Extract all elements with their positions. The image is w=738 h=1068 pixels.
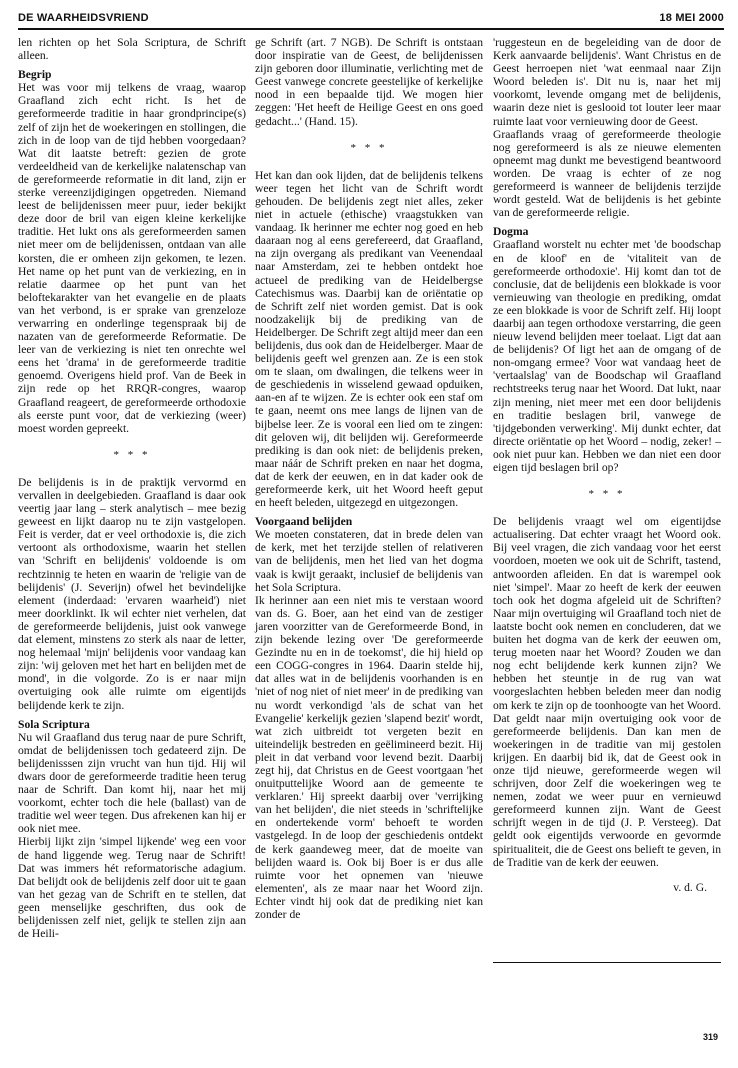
section-heading-voorgaand-belijden: Voorgaand belijden	[255, 515, 353, 529]
text-column-3	[493, 36, 721, 894]
paragraph: Hierbij lijkt zijn 'simpel lijkende' weg een voor de hand liggende weg. Terug naar de Schrift! Dat was immers hét reformatorische adagium. Dat belijdt ook de belijdenis zelf door uit te gaan van het gezag van de Schrift en te stellen, dat geen menselijke geschriften, dus ook de belijdenissen zelf niet, gelijk te stellen zijn aan de Heili-	[18, 835, 246, 941]
page-number: 319	[702, 1032, 718, 1042]
section-separator: * * *	[588, 488, 626, 501]
section-heading-dogma: Dogma	[493, 225, 529, 239]
publication-title: DE WAARHEIDSVRIEND	[18, 12, 149, 24]
paragraph: De belijdenis is in de praktijk vervormd en vervallen in deelgebieden. Graafland is daar ook veertig jaar lang – sterk analytisch – mee bezig geweest en lijkt daarop nu te zijn vastgelopen. Feit is verder, dat er veel orthodoxie is, die zich vertoont als orthodoxisme, waarin het stellen van 'Schrift en belijdenis' voldoende is om rechtzinnig te heten en waarin de 'religie van de belijdenis' (J. Severijn) ofwel het bevindelijke element (inderdaad: 'ervaren waarheid') niet meer doorklinkt. Ik wil echter niet verhelen, dat de gereformeerde belijdenis, juist ook vanwege dat element, minstens zo sterk als naar de letter, nog helemaal 'mijn' belijdenis voor vandaag kan zijn: 'wij geloven met het hart en belijden met de mond', in die volgorde. Zo is er naar mijn overtuiging ook alle ruimte om eigentijds belijdende kerk te zijn.	[18, 475, 246, 712]
author-signature: v. d. G.	[673, 880, 707, 894]
section-separator: * * *	[350, 141, 388, 154]
issue-date: 18 MEI 2000	[659, 12, 724, 24]
closing-rule	[493, 962, 721, 963]
paragraph: De belijdenis vraagt wel om eigentijdse actualisering. Dat echter vraagt het Woord ook. Bij veel vragen, die zich vandaag voor het eerst voordoen, moeten we ook uit de Schrift, tastend, antwoorden afleiden. En dat is warempel ook niet 'simpel'. Maar zo heeft de kerk der eeuwen toch ook het dogma afgeleid uit de Schriften? Naar mijn overtuiging wil Graafland toch niet de laatste bocht ook nemen en concluderen, dat we buiten het dogma van de kerk der eeuwen om, terug moeten naar het Woord? Zouden we dan nog echt belijdende kerk kunnen zijn? We hebben het steuntje in de rug van wat voorgeslachten hebben beleden meer dan nodig om kerk te zijn op de toonhoogte van het Woord. Dat geldt naar mijn overtuiging ook voor de gereformeerde belijdenis. Dan kan men de woekeringen in de traditie van mij gestolen krijgen. En daarbij bid ik, dat de Geest ook in onze tijd nieuwe, gereformeerde wegen wil schrijven, door Zelf die woekeringen weg te nemen, zodat we weer puur en vernieuwd gereformeerd kunnen zijn. Want de Geest schrijft wegen in de tijd (J. P. Versteeg). Dat geldt ook eigentijds verwoorde en gevormde spiritualiteit, die de Geest ons belieft te geven, in de Traditie van de kerk der eeuwen.	[493, 515, 721, 869]
paragraph: Het kan dan ook lijden, dat de belijdenis telkens weer tegen het licht van de Schrift wordt gehouden. De belijdenis zegt niet alles, zeker niet in actuele (ethische) vraagstukken van vandaag. Ik herinner me echter nog goed en heb daaraan nog al eens gerefereerd, dat Graafland, na zijn overgang als predikant van Veenendaal naar Amsterdam, zei te hebben ontdekt hoe actueel de prediking van de Heidelbergse Catechismus was. Daarbij kan de oriëntatie op de Schrift zelf niet worden gemist. Dat is ook noodzakelijk bij de prediking van de Heidelberger. De Schrift zegt altijd meer dan een belijdenis, dus ook dan de Heidelberger. Maar de belijdenis geeft wel grenzen aan. Ze is een stok om te slaan, om dwalingen, die telkens weer in de geschiedenis in wisselend gewaad opduiken, aan-en af te wijzen. Ze is echter ook een staf om te gaan, neemt ons mee langs de lijnen van de bijbelse leer. Ze is vooral een lied om te zingen: dit geloven wij, dit belijden wij. Gereformeerde prediking is dan ook niet: de belijdenis preken, maar náár de Schrift preken en naar het dogma, dat de kerk der eeuwen, en in dat kader ook de gereformeerde kerk, uit het Woord heeft geput en heeft beleden, uitgezegd en uitgezongen.	[255, 168, 483, 510]
paragraph: Nu wil Graafland dus terug naar de pure Schrift, omdat de belijdenissen toch gedateerd zijn. De belijdenisssen zijn vrucht van hun tijd. Hij wil dwars door de gereformeerde traditie heen terug naar de Schrift. Dan komt hij, naar het mij voorkomt, echter toch die hele (ballast) van de traditie wel weer tegen. Dus afrekenen kan hij er ook niet mee.	[18, 730, 246, 836]
paragraph: len richten op het Sola Scriptura, de Schrift alleen.	[18, 36, 246, 63]
section-heading-begrip: Begrip	[18, 68, 52, 82]
section-heading-sola-scriptura: Sola Scriptura	[18, 717, 90, 731]
paragraph: 'ruggesteun en de begeleiding van de door de Kerk aanvaarde belijdenis'. Want Christus en de Geest herroepen niet 'wat eenmaal naar Zijn Woord beleden is'. Dit nu is, naar het mij voorkomt, levende omgang met de belijdenis, waarin deze niet is geslooid tot louter leer maar ruimte laat voor vernieuwing door de Geest.	[493, 36, 721, 128]
text-column-1	[18, 36, 246, 940]
paragraph: Ik herinner aan een niet mis te verstaan woord van ds. G. Boer, aan het eind van de zestiger jaren voorzitter van de Gereformeerde Bond, in zijn bekende lezing over 'De gereformeerde Gezindte nu en in de toekomst', die hij hield op een COGG-congres in 1964. Daarin stelde hij, dat alles wat in de belijdenis voorhanden is en 'niet of nog niet of niet meer' in de prediking van nu wordt verkondigd 'als de schat van het Evangelie' kerkelijk gezien 'slapend bezit' wordt, wat zich uitbreidt tot vergeten bezit en uiteindelijk bestreden en geëlimineerd bezit. Hij pleit in dat verband voor levend bezit. Daarbij zegt hij, dat Christus en de Geest voortgaan 'het onuitputtelijke Woord aan de gemeente te verklaren.' Hij spreekt daarbij over 'verrijking van het belijden', die niet steeds in 'schriftelijke en ondertekende vorm' behoeft te worden vastgelegd. In de loop der geschiedenis ontdekt de kerk gaandeweg meer, dat de moeite van belijden waard is. Ook bij Boer is er dus alle ruimte voor het opnemen van 'nieuwe elementen', als ze maar naar het Woord zijn. Echter vindt hij ook dat de prediking niet kan zonder de	[255, 593, 483, 921]
paragraph: Graafland worstelt nu echter met 'de boodschap en de kloof' en de 'vitaliteit van de gereformeerde orthodoxie'. Hij komt dan tot de conclusie, dat de belijdenis een blokkade is voor vernieuwing van theologie en prediking, omdat ze een blokkade is voor de Schrift zelf. Hij loopt daarbij aan tegen orthodoxe verstarring, die geen nieuw levend belijden meer toelaat. Ligt dat aan de belijdenis? Of ligt het aan de omgang of de non-omgang ermee? Voor wat vandaag heet de 'vertaalslag' van de Boodschap wil Graafland rechtstreeks terug naar het Woord. Dat lukt, naar zijn mening, niet meer met een door belijdenis en traditie beslagen bril, vanwege de 'tijdgebonden verwerking'. Mij dunkt echter, dat directe oriëntatie op het Woord – nodig, zeker! – ook niet puur kan. Hebben we dan niet een door eigen tijd beslagen bril op?	[493, 238, 721, 474]
paragraph: ge Schrift (art. 7 NGB). De Schrift is ontstaan door inspiratie van de Geest, de belijdenissen zijn geboren door illuminatie, verlichting met de Geest vanwege concrete geestelijke of kerkelijke nood in een bepaalde tijd. We mogen hier zeggen: 'Het heeft de Heilige Geest en ons goed gedacht...' (Hand. 15).	[255, 36, 483, 128]
page-header	[18, 12, 724, 30]
text-column-2	[255, 36, 483, 921]
paragraph: Graaflands vraag of gereformeerde theologie nog gereformeerd is als ze nieuwe elementen opneemt mag dunkt me bevestigend beantwoord worden. De vraag is echter of ze nog gereformeerd is wanneer de belijdenis terzijde wordt gesteld. Wat de belijdenis is het gebinte van de gereformeerde religie.	[493, 127, 721, 220]
section-separator: * * *	[113, 448, 151, 461]
paragraph: We moeten constateren, dat in brede delen van de kerk, met het terzijde stellen of relativeren van de belijdenis, men het lied van het dogma vaak is kwijt geraakt, inclusief de belijdenis van het Sola Scriptura.	[255, 528, 483, 594]
paragraph: Het was voor mij telkens de vraag, waarop Graafland zich echt richt. Is het de gereformeerde traditie in haar grondprincipe(s) zelf of zijn het de woekeringen en stollingen, die zich in de loop van de tijd hebben voorgedaan? Wat dit laatste betreft: gezien de grote verdeeldheid van de kerkelijke nalatenschap van de gereformeerde reformatie in dit land, zijn er sterke vereenzijdigingen opgetreden. Niemand leest de belijdenissen meer puur, ieder bekijkt deze door de bril van eigen kleine kerkelijke traditie. Het lukt ons als gereformeerden samen niet meer om de belijdenissen, ontdaan van alle korsten, die er omheen zijn gekomen, te lezen. Het name op het punt van de verkiezing, en in relatie daarmee op het punt van het beloftekarakter van het evangelie en de plaats van het verbond, is er sprake van grenzeloze verwarring en onderlinge tegenspraak bij de nazaten van de gereformeerde Reformatie. De leer van de verkiezing is niet ten onrechte wel eens het 'drama' in de gereformeerde traditie genoemd. Overigens hield prof. Van de Beek in zijn rede op het RRQR-congres, waarop Graafland reageert, de gereformeerde orthodoxie als eerste punt voor, dat de verkiezing (weer) moest worden gepreekt.	[18, 81, 246, 435]
